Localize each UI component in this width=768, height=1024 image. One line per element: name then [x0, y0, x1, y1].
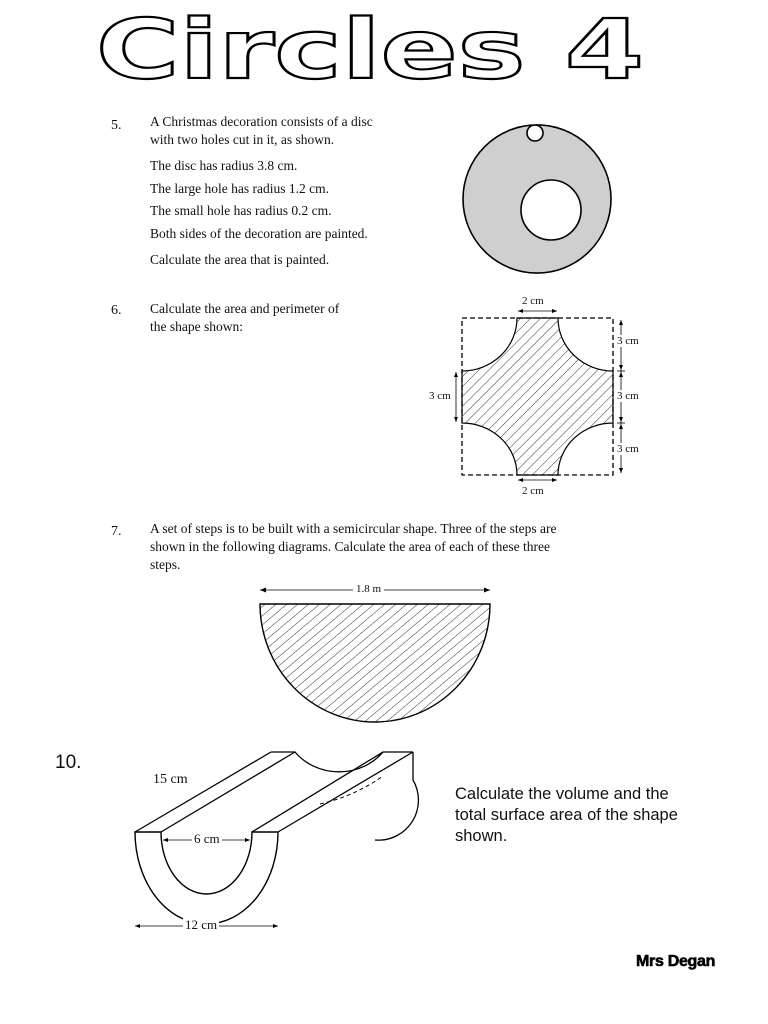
q5-line: A Christmas decoration consists of a disc [150, 114, 373, 129]
q10-text [455, 784, 678, 847]
q6-line: the shape shown: [150, 319, 243, 334]
q6-label-right-middle: 3 cm [617, 390, 639, 402]
q7-text [150, 520, 557, 574]
page-title-text: Circles 4 [96, 8, 644, 88]
q7-label-width: 1.8 m [353, 583, 384, 595]
q7-semicircle-diagram [250, 580, 500, 730]
q10-label-inner: 6 cm [194, 831, 220, 846]
q10-back-outer [375, 780, 418, 840]
q10-edge [252, 752, 383, 832]
q10-number: 10. [55, 752, 82, 773]
q10-back-top [271, 752, 413, 772]
author-name: Mrs Degan [636, 953, 716, 970]
q5-number: 5. [111, 118, 122, 133]
q5-disc-diagram [455, 116, 615, 276]
q10-line: Calculate the volume and the [455, 785, 669, 803]
q5-line: Both sides of the decoration are painted. [150, 225, 368, 241]
q10-edge [278, 752, 413, 832]
q6-label-right-top: 3 cm [617, 335, 639, 347]
q10-label-outer: 12 cm [185, 917, 218, 932]
q10-line: shown. [455, 827, 508, 845]
q6-line: Calculate the area and perimeter of [150, 301, 340, 316]
q6-label-right-bottom: 3 cm [617, 443, 639, 455]
q10-edge [161, 752, 295, 832]
q5-line: with two holes cut in it, as shown. [150, 132, 335, 147]
q5-text [150, 113, 373, 272]
q5-line: Calculate the area that is painted. [150, 252, 330, 267]
q6-number: 6. [111, 303, 122, 318]
q10-label-length: 15 cm [153, 772, 188, 787]
q7-line: steps. [150, 557, 181, 572]
q6-label-top: 2 cm [522, 295, 544, 307]
q6-shaded-shape [462, 318, 613, 475]
q7-line: shown in the following diagrams. Calculate the area of each of these three [150, 539, 550, 554]
q7-number: 7. [111, 524, 122, 539]
q10-edge [135, 752, 271, 832]
q6-text [150, 300, 339, 336]
q5-line: The disc has radius 3.8 cm. [150, 158, 298, 173]
q5-line: The large hole has radius 1.2 cm. [150, 180, 329, 196]
q10-line: total surface area of the shape [455, 806, 678, 824]
q7-line: A set of steps is to be built with a semicircular shape. Three of the steps are [150, 521, 557, 536]
q10-hidden-edge [320, 776, 383, 804]
q5-line: The small hole has radius 0.2 cm. [150, 203, 332, 218]
q5-disc [463, 125, 611, 273]
q7-semicircle [260, 604, 490, 722]
q6-label-bottom: 2 cm [522, 485, 544, 497]
page-title [80, 8, 660, 88]
q6-label-left: 3 cm [429, 390, 451, 402]
